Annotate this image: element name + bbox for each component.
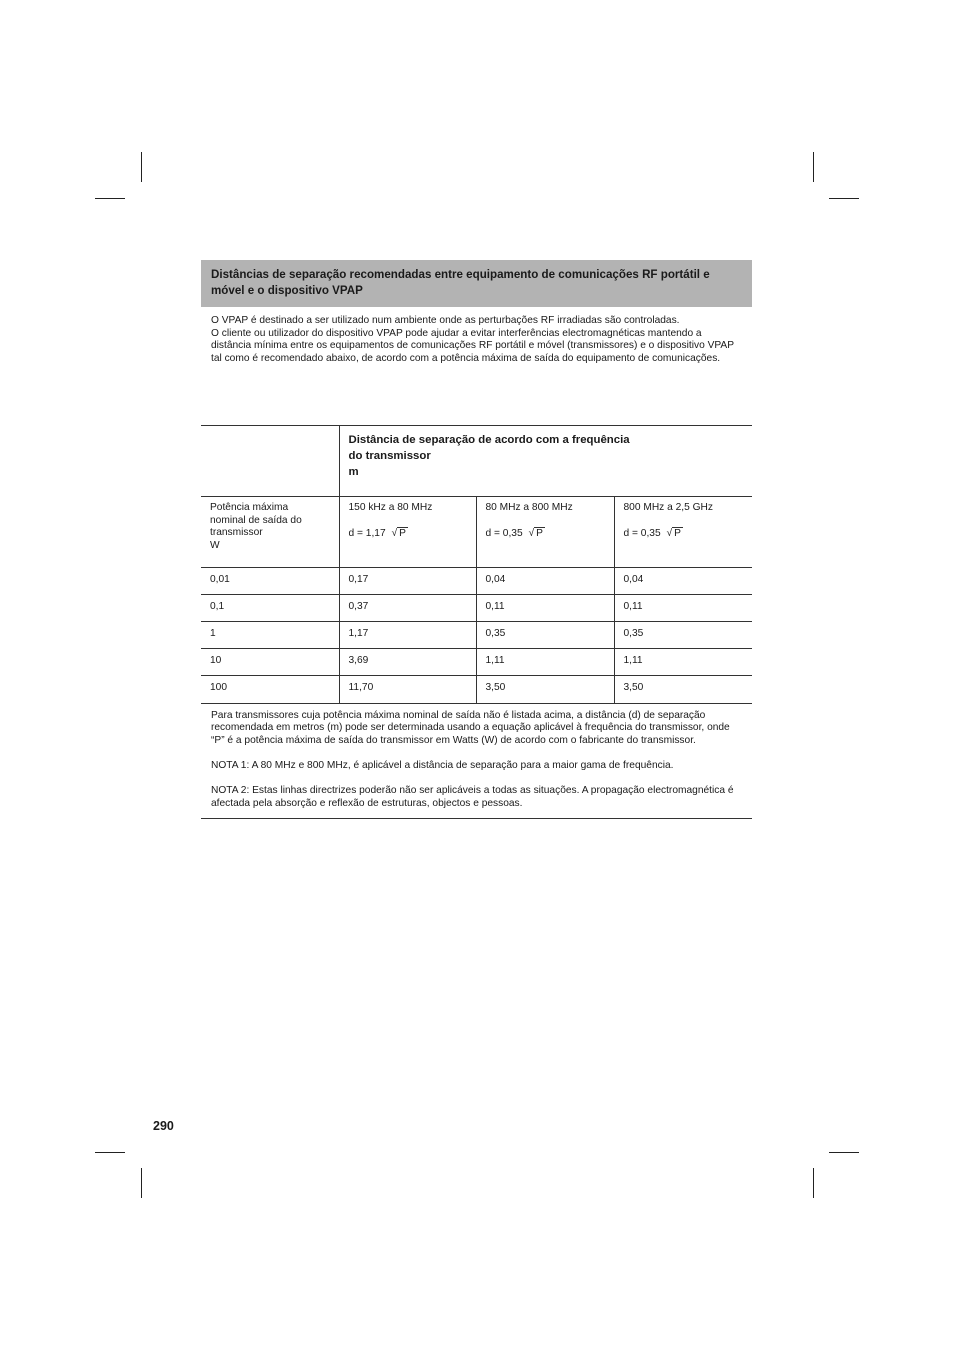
distance-value: 3,50 [476,676,614,703]
power-value: 0,1 [201,595,339,622]
table-row [201,649,752,676]
crop-mark-bottom-left-vertical [141,1168,142,1198]
crop-mark-top-left-vertical [141,152,142,182]
intro-line-2: O cliente ou utilizador do dispositivo VPAP pode ajudar a evitar interferências electromagnéticas mantendo a distância mínima entre os equipamentos de comunicações RF portátil e móvel (transmissores) e o dispositivo VPAP tal como é recomendado abaixo, de acordo com a potência máxima de saída do equipamento de comunicações. [211,327,734,364]
sqrt-symbol: √ P [666,527,681,539]
band-range-1: 150 kHz a 80 MHz [348,502,433,513]
distance-value: 0,11 [614,595,752,622]
crop-mark-bottom-left-horizontal [95,1152,125,1153]
band-cell-3 [614,497,752,568]
table-subheader-row [201,497,752,568]
power-value: 100 [201,676,339,703]
distance-value: 0,35 [614,622,752,649]
distance-header-line-1: Distância de separação de acordo com a frequência [348,434,630,446]
crop-mark-bottom-right-horizontal [829,1152,859,1153]
band-formula-1-coef: d = 1,17 [348,527,386,539]
table-row [201,568,752,595]
band-cell-1 [339,497,476,568]
distance-value: 1,11 [614,649,752,676]
band-range-3: 800 MHz a 2,5 GHz [623,502,713,513]
distance-value: 0,04 [614,568,752,595]
distance-value: 0,37 [339,595,476,622]
band-formula-3 [624,528,744,541]
notes-paragraph: Para transmissores cuja potência máxima nominal de saída não é listada acima, a distância (d) de separação recomendada em metros (m) pode ser determinada usando a equação aplicável à frequência do transmissor, onde “P” é a potência máxima de saída do transmissor em Watts (W) de acordo com o fabricante do transmissor. [211,709,730,746]
sqrt-symbol: √ P [528,527,543,539]
crop-mark-bottom-right-vertical [813,1168,814,1198]
band-formula-3-coef: d = 0,35 [623,527,661,539]
distance-value: 3,69 [339,649,476,676]
power-value: 10 [201,649,339,676]
distance-header-line-2: do transmissor [348,450,431,462]
distance-value: 11,70 [339,676,476,703]
section-title: Distâncias de separação recomendadas entre equipamento de comunicações RF portátil e móvel e o dispositivo VPAP [201,260,752,307]
distance-value: 0,35 [476,622,614,649]
band-formula-1-var: P [399,527,406,539]
power-label-line-3: transmissor [210,527,263,539]
distance-value: 0,11 [476,595,614,622]
crop-mark-top-left-horizontal [95,198,125,199]
band-formula-2-coef: d = 0,35 [485,527,523,539]
page-number: 290 [153,1119,174,1133]
crop-mark-top-right-horizontal [829,198,859,199]
power-value: 1 [201,622,339,649]
distance-value: 3,50 [614,676,752,703]
distance-value: 0,17 [339,568,476,595]
distance-value: 0,04 [476,568,614,595]
intro-text [201,307,752,425]
table-header-row [201,426,752,497]
table-row [201,676,752,703]
separation-distance-table [201,425,752,703]
distance-header [339,426,752,497]
power-label-line-1: Potência máxima [210,502,289,513]
band-formula-2-var: P [536,527,543,539]
emc-guidance-section [201,260,752,819]
power-value: 0,01 [201,568,339,595]
crop-mark-top-right-vertical [813,152,814,182]
distance-value: 1,17 [339,622,476,649]
table-row [201,595,752,622]
intro-line-1: O VPAP é destinado a ser utilizado num ambiente onde as perturbações RF irradiadas são controladas. [211,315,680,326]
note-2: NOTA 2: Estas linhas directrizes poderão não ser aplicáveis a todas as situações. A propagação electromagnética é afectada pela absorção e reflexão de estruturas, objectos e pessoas. [211,785,734,809]
sqrt-symbol: √ P [391,527,406,539]
band-formula-1 [349,528,467,541]
distance-header-unit: m [348,466,359,478]
distance-value: 1,11 [476,649,614,676]
table-row [201,622,752,649]
header-empty-cell [201,426,339,497]
notes-section [201,703,752,820]
power-label-unit: W [210,539,220,551]
power-label-cell [201,497,339,568]
note-1: NOTA 1: A 80 MHz e 800 MHz, é aplicável a distância de separação para a maior gama de frequência. [211,759,674,771]
band-range-2: 80 MHz a 800 MHz [485,502,573,513]
band-formula-2 [486,528,605,541]
power-label-line-2: nominal de saída do [210,514,302,526]
band-cell-2 [476,497,614,568]
band-formula-3-var: P [674,527,681,539]
